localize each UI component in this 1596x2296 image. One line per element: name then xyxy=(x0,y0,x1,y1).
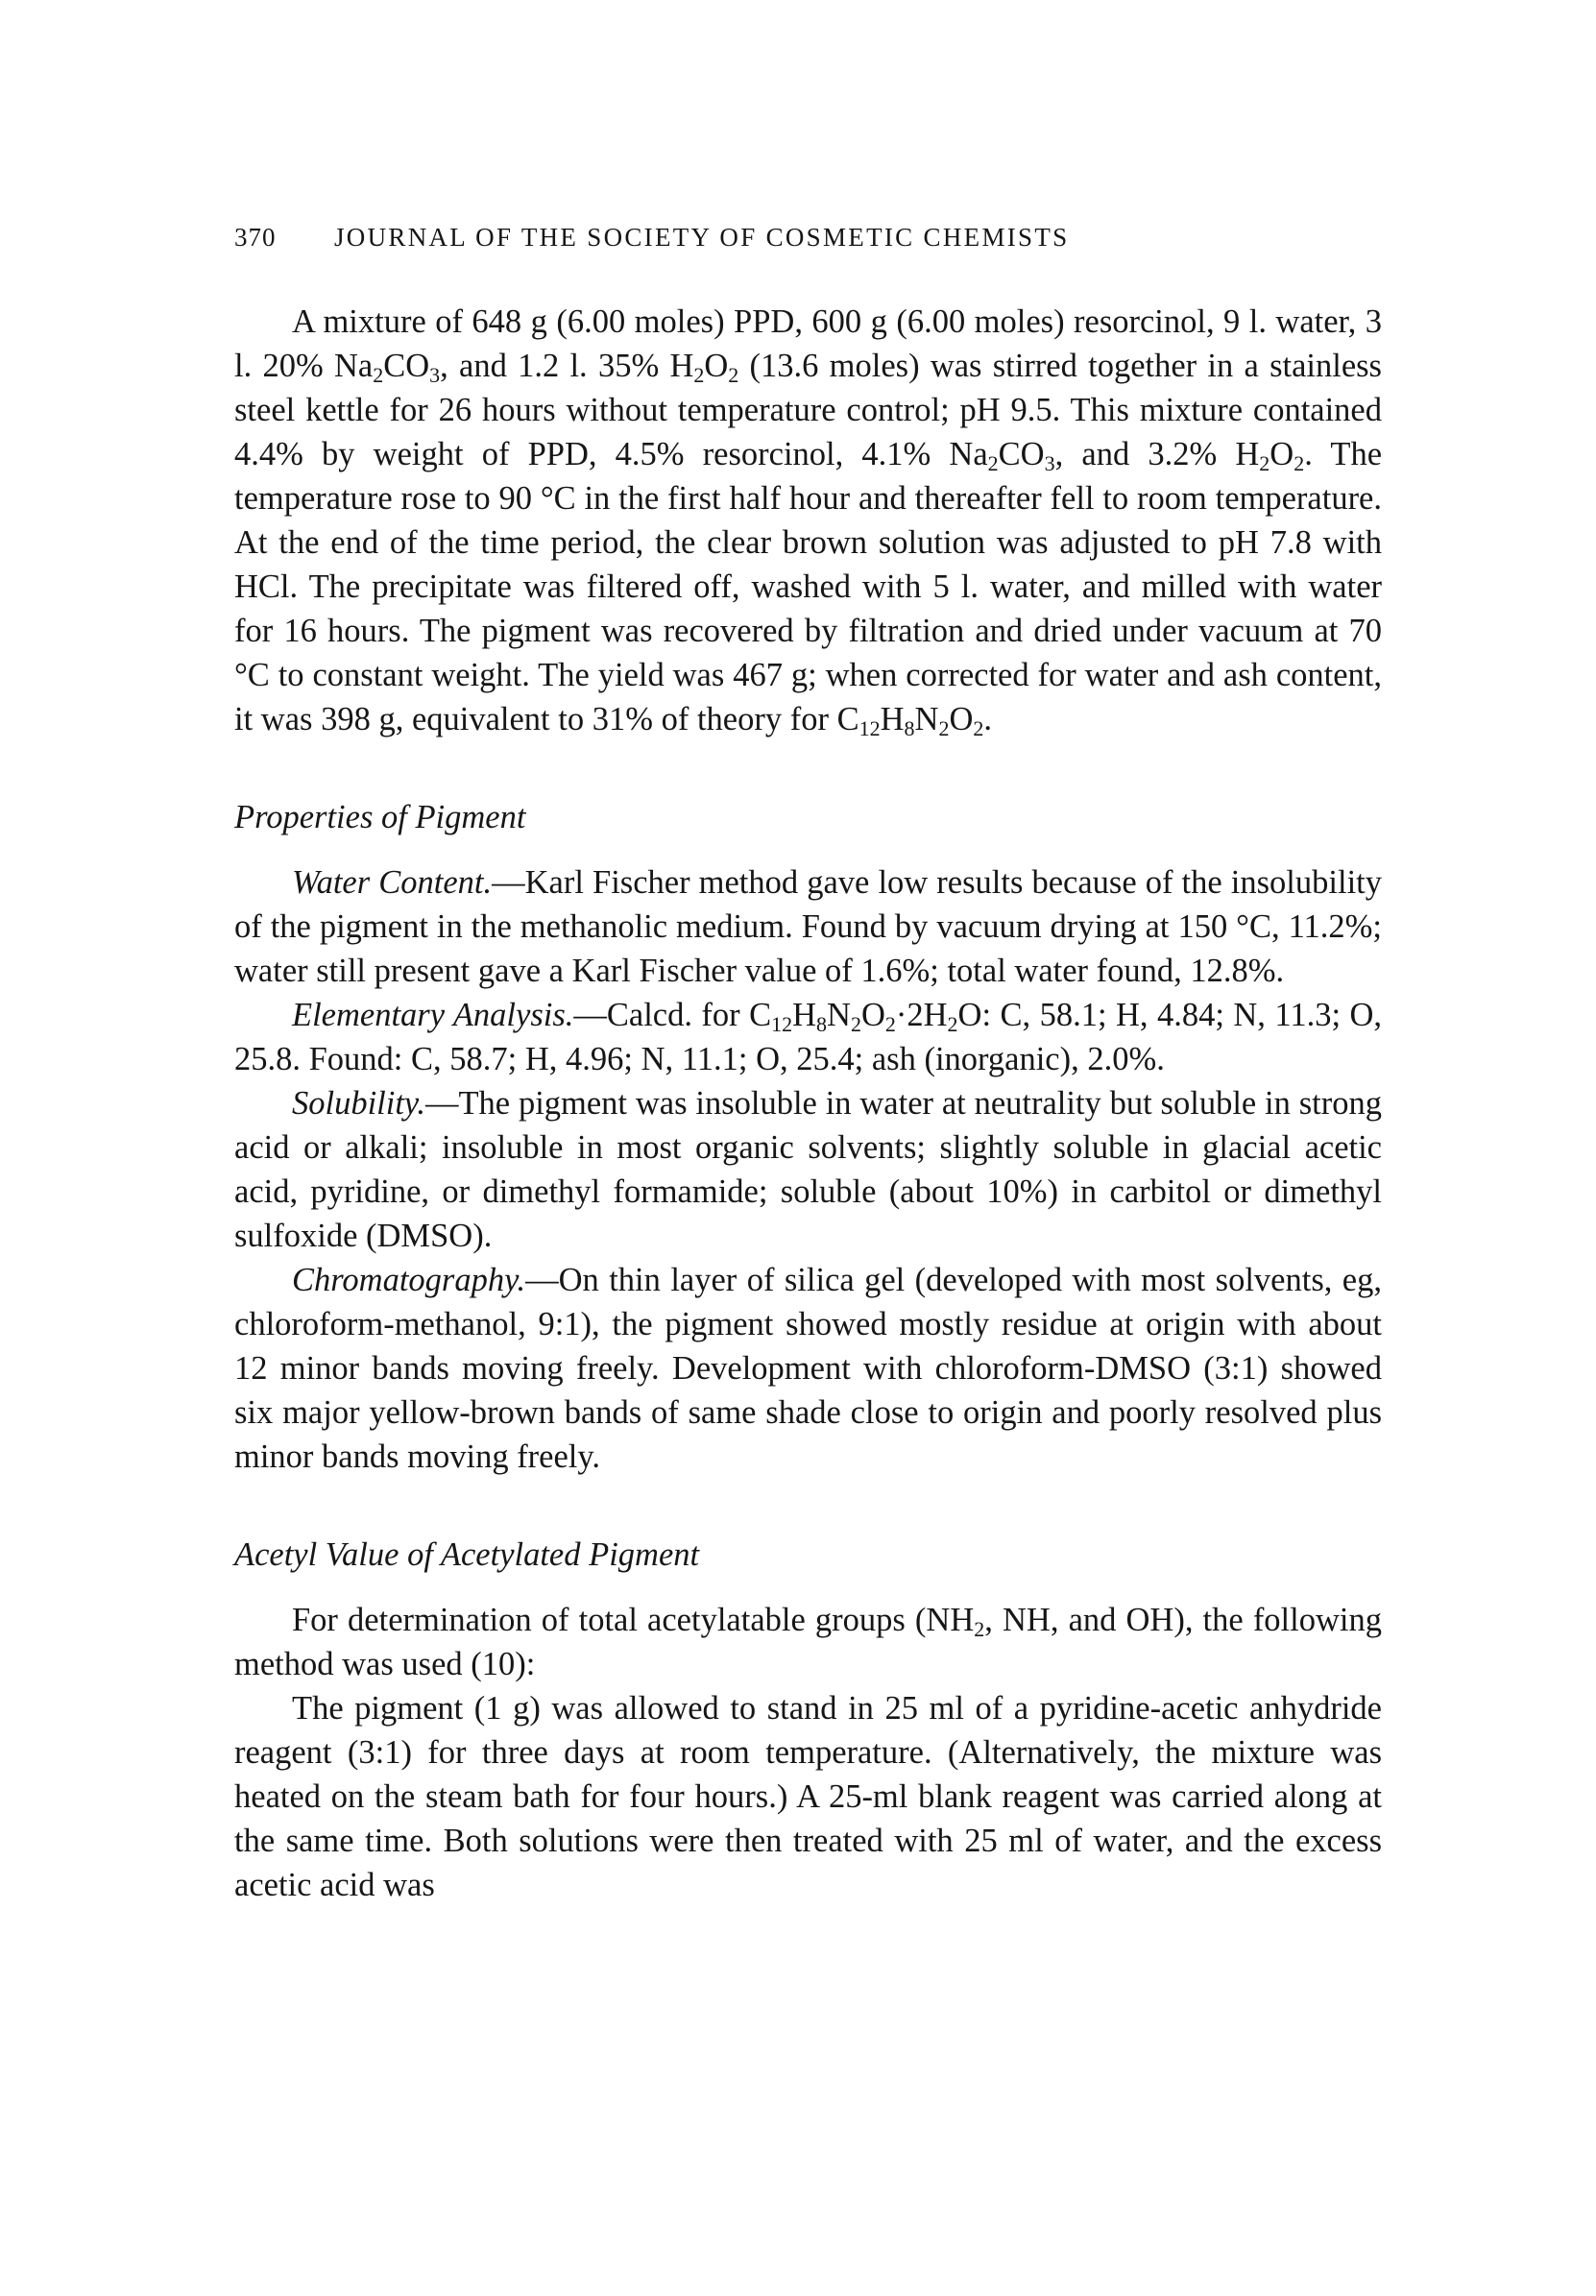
chromatography-label: Chromatography. xyxy=(292,1262,526,1298)
journal-title: JOURNAL OF THE SOCIETY OF COSMETIC CHEMISTS xyxy=(334,223,1070,252)
section-heading-properties: Properties of Pigment xyxy=(234,799,526,835)
solubility-label: Solubility. xyxy=(292,1085,425,1122)
running-header xyxy=(234,223,1387,253)
elementary-analysis-label: Elementary Analysis. xyxy=(292,997,574,1033)
water-content-label: Water Content. xyxy=(292,864,493,901)
synthesis-paragraph: A mixture of 648 g (6.00 moles) PPD, 600 g (6.00 moles) resorcinol, 9 l. water, 3 l. 20% $Na_2CO_3$, and 1.2 l. 35% $H_2O_2$ (13.6 moles) was stirred together in a stainless steel kettle for 26 hours without temperature control; pH 9.5. This mixture contained 4.4% by weight of PPD, 4.5% resorcinol, 4.1% $Na_2CO_3$, and 3.2% $H_2O_2$. The temperature rose to 90 °C in the first half hour and thereafter fell to room temperature. At the end of the time period, the clear brown solution was adjusted to pH 7.8 with HCl. The precipitate was filtered off, washed with 5 l. water, and milled with water for 16 hours. The pigment was recovered by filtration and dried under vacuum at 70 °C to constant weight. The yield was 467 g; when corrected for water and ash content, it was 398 g, equivalent to 31% of theory for $C_{12}H_8N_2O_2$. xyxy=(234,303,1383,740)
article-body xyxy=(234,300,1382,1907)
water-content-paragraph: Water Content.—Karl Fischer method gave low results because of the insolubility of the pigment in the methanolic medium. Found by vacuum drying at 150 °C, 11.2%; water still present gave a Karl Fischer value of 1.6%; total water found, 12.8%. xyxy=(234,864,1382,989)
solubility-paragraph: Solubility.—The pigment was insoluble in water at neutrality but soluble in strong acid or alkali; insoluble in most organic solvents; slightly soluble in glacial acetic acid, pyridine, or dimethyl formamide; soluble (about 10%) in carbitol or dimethyl sulfoxide (DMSO). xyxy=(234,1085,1382,1254)
elementary-analysis-paragraph: Elementary Analysis.—Calcd. for $C_{12}H_8N_2O_2\cdot 2H_2O$: C, 58.1; H, 4.84; N, 11.3; O, 25.8. Found: C, 58.7; H, 4.96; N, 11.1; O, 25.4; ash (inorganic), 2.0%. xyxy=(234,997,1383,1077)
acetyl-method-paragraph: For determination of total acetylatable groups ($NH_2$, NH, and OH), the following method was used (10): xyxy=(234,1602,1382,1682)
acetyl-procedure-paragraph: The pigment (1 g) was allowed to stand in 25 ml of a pyridine-acetic anhydride reagent (3:1) for three days at room temperature. (Alternatively, the mixture was heated on the steam bath for four hours.) A 25-ml blank reagent was carried along at the same time. Both solutions were then treated with 25 ml of water, and the excess acetic acid was xyxy=(234,1690,1382,1903)
section-heading-acetyl-value: Acetyl Value of Acetylated Pigment xyxy=(234,1536,700,1573)
chromatography-paragraph: Chromatography.—On thin layer of silica gel (developed with most solvents, eg, chloroform-methanol, 9:1), the pigment showed mostly residue at origin with about 12 minor bands moving freely. Development with chloroform-DMSO (3:1) showed six major yellow-brown bands of same shade close to origin and poorly resolved plus minor bands moving freely. xyxy=(234,1262,1382,1475)
page-number: 370 xyxy=(234,223,277,252)
